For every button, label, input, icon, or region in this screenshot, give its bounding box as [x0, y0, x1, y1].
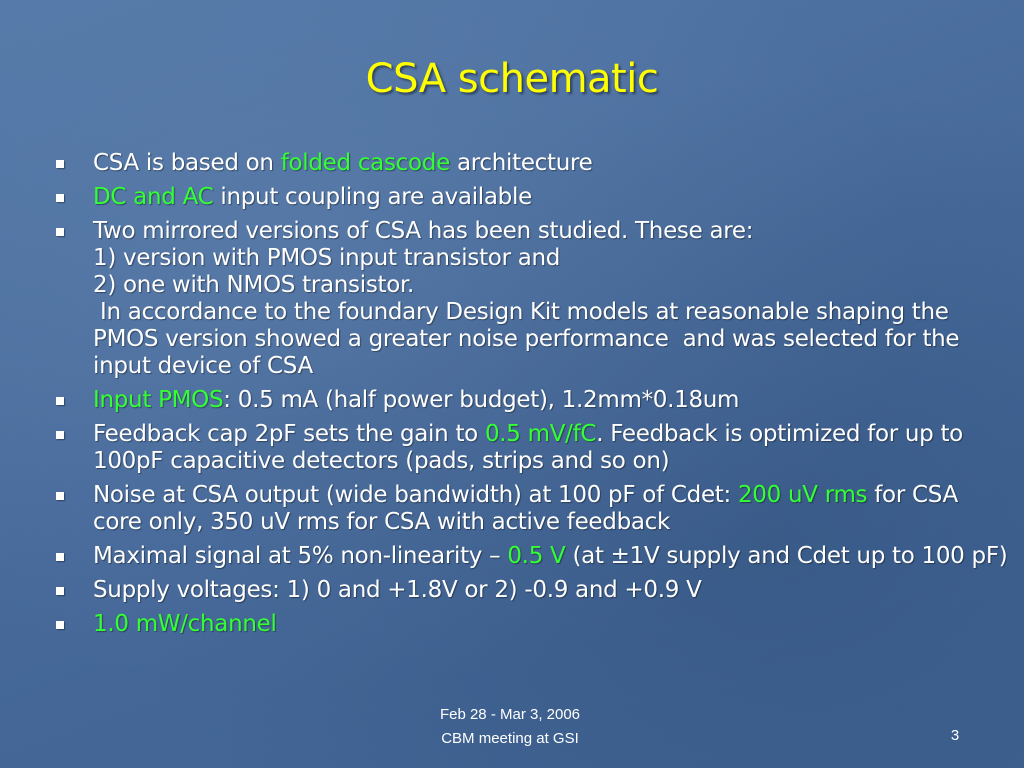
highlight-text: 0.5 V [507, 543, 566, 569]
square-bullet-icon [56, 553, 64, 561]
page-number: 3 [950, 727, 960, 744]
square-bullet-icon [56, 160, 64, 168]
bullet-text-post: input coupling are available [213, 184, 532, 210]
bullet-max-signal [55, 543, 1010, 570]
highlight-text: 0.5 mV/fC [484, 421, 597, 447]
bullet-mirrored-versions [55, 218, 1010, 380]
bullet-text-pre: Noise at CSA output (wide bandwidth) at 100 pF of Cdet: [93, 482, 738, 508]
bullet-text-post: . Feedback is optimized for up to 100pF capacitive detectors (pads, strips and so on) [93, 421, 963, 474]
bullet-text-pre: Maximal signal at 5% non-linearity – [93, 543, 508, 569]
square-bullet-icon [56, 431, 64, 439]
square-bullet-icon [56, 194, 64, 202]
bullet-text-line: In accordance to the foundary Design Kit models at reasonable shaping the PMOS version showed a greater noise performance and was selected for the input device of CSA [93, 299, 967, 379]
bullet-text-line: 2) one with NMOS transistor. [93, 272, 415, 298]
bullet-text-post: (at ±1V supply and Cdet up to 100 pF) [565, 543, 1008, 569]
bullet-text-line: 1) version with PMOS input transistor and [93, 245, 561, 271]
highlight-text: 1.0 mW/channel [93, 611, 277, 637]
bullet-text-post: for CSA core only, 350 uV rms for CSA with active feedback [93, 482, 958, 535]
highlight-text: folded cascode [280, 150, 450, 176]
footer-event: CBM meeting at GSI [441, 730, 579, 747]
bullet-text-pre: Feedback cap 2pF sets the gain to [93, 421, 485, 447]
bullet-text-post: architecture [449, 150, 593, 176]
bullet-text: Supply voltages: 1) 0 and +1.8V or 2) -0.9 and +0.9 V [93, 577, 702, 603]
footer [380, 703, 640, 751]
slide-title: CSA schematic [365, 56, 659, 102]
bullet-input-pmos [55, 387, 1010, 414]
bullet-feedback [55, 421, 1010, 475]
highlight-text: 200 uV rms [737, 482, 868, 508]
square-bullet-icon [56, 397, 64, 405]
square-bullet-icon [56, 228, 64, 236]
bullet-power [55, 611, 1010, 638]
bullet-text-pre: CSA is based on [93, 150, 281, 176]
square-bullet-icon [56, 587, 64, 595]
highlight-text: DC and AC [93, 184, 214, 210]
bullet-coupling [55, 184, 1010, 211]
bullet-text-post: : 0.5 mA (half power budget), 1.2mm*0.18um [223, 387, 740, 413]
bullet-supply-voltages [55, 577, 1010, 604]
footer-date: Feb 28 - Mar 3, 2006 [439, 706, 581, 723]
bullet-noise [55, 482, 1010, 536]
square-bullet-icon [56, 492, 64, 500]
bullet-architecture [55, 150, 1010, 177]
highlight-text: Input PMOS [93, 387, 224, 413]
bullet-list [55, 150, 1010, 645]
bullet-text-main: Two mirrored versions of CSA has been studied. These are: [93, 218, 754, 244]
square-bullet-icon [56, 621, 64, 629]
